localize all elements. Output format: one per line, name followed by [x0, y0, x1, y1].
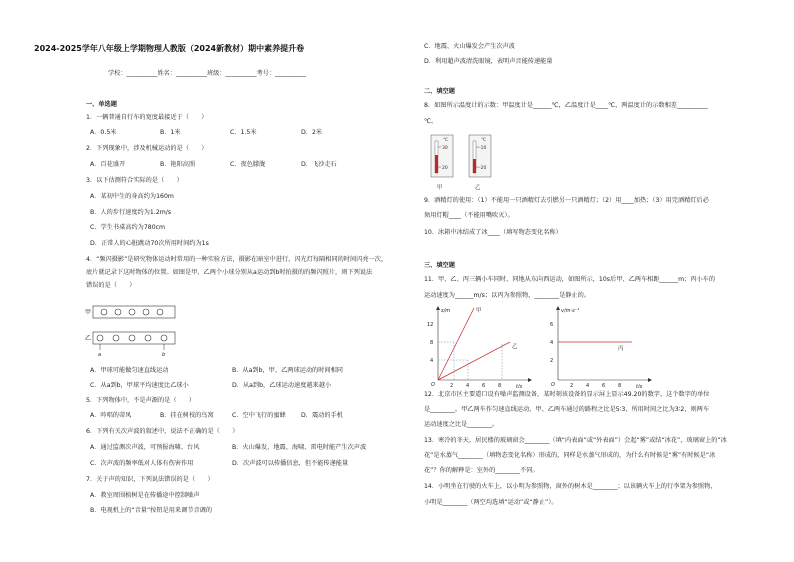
graph1-ylabel: s/m — [441, 308, 451, 314]
thermometers-figure — [429, 133, 499, 193]
graph1-xtick-4: 4 — [466, 383, 470, 388]
graph2-ytick-2: 2 — [550, 358, 554, 364]
line-jia — [438, 308, 474, 380]
q7-option-d[interactable]: D．利用超声波清洗眼镜，表明声音能传递能量 — [424, 58, 553, 65]
q1-option-d[interactable]: D．2米 — [301, 129, 323, 136]
question-1-stem: 1．一辆普通自行车的宽度最接近于（ ） — [86, 114, 208, 121]
section-heading-fill-2: 三、填空题 — [424, 262, 455, 269]
question-11-line2: 运动速度为______m/s；以丙为参照物，________是静止的。 — [424, 292, 591, 299]
therm-jia-unit: ℃ — [443, 138, 449, 143]
graph1-ytick-8: 8 — [430, 340, 434, 346]
question-12-line3: 运动速度之比是________。 — [424, 421, 499, 428]
therm-jia-label: 甲 — [437, 185, 443, 191]
q5-option-b[interactable]: B．挂在树枝的鸟窝 — [160, 412, 214, 419]
graph2-ytick-6: 6 — [550, 322, 554, 328]
q3-option-b[interactable]: B．人的步行速度约为1.2m/s — [90, 209, 172, 216]
question-10-line1: 10．冰箱中冰结成了冰____（填写物态变化名称） — [424, 229, 562, 236]
q5-option-c[interactable]: C．空中飞行的蜜蜂 — [232, 412, 286, 419]
label-jia: 甲 — [85, 309, 92, 316]
q7-option-c[interactable]: C．地震、火山爆发会产生次声波 — [424, 43, 515, 50]
graph2-xtick-2: 2 — [570, 383, 574, 388]
therm-yi-tick-bottom: -20 — [479, 166, 487, 171]
question-4-stem-line3: 错误的是（ ） — [86, 282, 136, 289]
q2-option-c[interactable]: C．夜色朦胧 — [230, 161, 266, 168]
q3-option-d[interactable]: D．正常人的心脏跳动70次所用时间约为1s — [90, 240, 209, 247]
question-9-line2: 须用灯帽____（不能用嘴吹灭）。 — [424, 212, 514, 219]
question-11-line1: 11．甲、乙、丙三辆小车同时、同地从东向西运动，如图所示，10s后甲、乙两车相距______m；丙小车的 — [424, 276, 716, 283]
question-7-stem: 7．关于声的知识，下列说法错误的是（ ） — [86, 476, 214, 483]
therm-jia-tick-bottom: 20 — [442, 166, 448, 171]
section-heading-fill-1: 二、填空题 — [424, 88, 455, 95]
q7-option-b[interactable]: B．电视机上的“音量”按钮是用来调节音调的 — [90, 507, 213, 514]
question-6-stem: 6．下列有关次声波的叙述中，说法不正确的是（ ） — [86, 428, 239, 435]
q2-option-a[interactable]: A．百花盛开 — [90, 161, 126, 168]
graph2-xtick-6: 6 — [602, 383, 606, 388]
question-5-stem: 5．下列物体中，不是声源的是（ ） — [86, 397, 196, 404]
question-4-stem-line1: 4．“频闪摄影”是研究物体运动时常用的一种实验方法，摄影在暗室中进行，闪光灯每隔相同的时间闪亮一次， — [86, 256, 388, 263]
q7-option-a[interactable]: A．教室周围植树是在传播途中控制噪声 — [90, 492, 200, 499]
label-a: a — [98, 352, 102, 358]
question-12-line1: 12．北京市区主要道口设有噪声监测设备，某时刻该设备的显示屏上显示49.20的数字，这个数字的单位 — [424, 391, 710, 398]
graph1-label-jia: 甲 — [476, 308, 482, 314]
graph2-xtick-4: 4 — [586, 383, 590, 388]
q4-option-d[interactable]: D．从a到b，乙球运动速度越来越小 — [232, 382, 332, 389]
graph2-xtick-8: 8 — [618, 383, 622, 388]
graph-v-t — [544, 304, 654, 388]
question-8-line1: 8．如图所示温度计的示数：甲温度计是______℃，乙温度计是____℃，两温度计的示数相差__________ — [424, 102, 708, 109]
question-4-stem-line2: 底片就记录下这时物体的位置。如图是甲、乙两个小球分别从a运动到b时拍摄的的频闪照片，则下列说法 — [86, 269, 373, 276]
balls-yi — [97, 335, 167, 341]
question-8-line2: ℃。 — [424, 118, 438, 125]
q1-option-b[interactable]: B．1米 — [160, 129, 181, 136]
question-14-line1: 14．小明坐在行驶的火车上，以小明为参照物，窗外的树木是________；以该辆火车上的行李架为参照物， — [424, 483, 717, 490]
therm-yi-tick-top: -10 — [479, 146, 487, 151]
therm-yi-label: 乙 — [475, 185, 481, 191]
q6-option-a[interactable]: A．通过监测次声波，可预报海啸、台风 — [90, 444, 200, 451]
question-13-line1: 13．寒冷的冬天，居民楼的玻璃窗会________（填“内表面”或“外表面”）会起“雾”或结“冰花”，玻璃窗上的“冰 — [424, 437, 727, 444]
q6-option-c[interactable]: C．次声波的频率低对人体有伤害作用 — [90, 460, 194, 467]
therm-yi-unit: ℃ — [481, 138, 487, 143]
q3-option-a[interactable]: A．某初中生的身高约为160m — [90, 193, 174, 200]
q1-option-c[interactable]: C．1.5米 — [230, 129, 257, 136]
student-info-line: 学校：__________姓名：__________班级：__________考号：__________ — [108, 70, 306, 77]
q6-option-b[interactable]: B．火山爆发、地震、海啸、雷电时能产生次声波 — [232, 444, 367, 451]
question-13-line2: 花”是水蒸气________（填物态变化名称）形成的，同样是水蒸气形成的，为什么有时候是“雾”有时候是“冰 — [424, 452, 716, 459]
q1-option-a[interactable]: A．0.5米 — [90, 129, 117, 136]
section-heading-single-choice: 一、单选题 — [86, 101, 117, 108]
q5-option-d[interactable]: D．震动的手机 — [301, 412, 343, 419]
graph1-ytick-12: 12 — [427, 322, 434, 328]
graph1-xtick-6: 6 — [482, 383, 486, 388]
graph2-ytick-4: 4 — [550, 340, 554, 346]
graph1-ytick-4: 4 — [430, 358, 434, 364]
graph-s-t — [424, 304, 534, 388]
therm-jia-tick-top: 30 — [442, 146, 448, 151]
label-b: b — [162, 352, 166, 358]
q6-option-d[interactable]: D．次声波可以传播信息，但不能传递能量 — [232, 460, 349, 467]
q4-option-c[interactable]: C．从a到b，甲球平均速度比乙球小 — [90, 382, 189, 389]
question-3-stem: 3．以下估测符合实际的是（ ） — [86, 177, 183, 184]
line-yi — [438, 342, 510, 380]
graph1-xtick-8: 8 — [498, 383, 502, 388]
question-14-line2: 小明是________（两空均选填“运动”或“静止”）。 — [424, 499, 558, 506]
graph2-xlabel: t/s — [636, 384, 643, 388]
graph2-label-bing: 丙 — [618, 346, 624, 352]
graph1-xtick-2: 2 — [450, 383, 454, 388]
balls-jia — [101, 309, 163, 315]
q4-option-a[interactable]: A．甲球可能做匀速直线运动 — [90, 367, 169, 374]
label-yi: 乙 — [85, 335, 92, 342]
graph2-ylabel: v/m·s⁻¹ — [561, 308, 580, 314]
q3-option-c[interactable]: C．学生书桌高约为780cm — [90, 224, 166, 231]
page-title: 2024-2025学年八年级上学期物理人教版（2024新教材）期中素养提升卷 — [34, 44, 305, 53]
question-2-stem: 2．下列现象中，涉及机械运动的是（ ） — [86, 145, 208, 152]
question-13-line3: 花”？你的解释是：室外的________不同。 — [424, 467, 539, 474]
strobe-photo-figure — [84, 294, 184, 358]
question-12-line2: 是________。甲乙两车作匀速直线运动，甲、乙两车通过的路程之比是5∶3，所用时间之比为3∶2，则两车 — [424, 406, 710, 413]
q2-option-d[interactable]: D．飞沙走石 — [301, 161, 337, 168]
graph1-label-yi: 乙 — [512, 344, 518, 350]
question-9-line1: 9．酒精灯的使用：（1）不能用一只酒精灯去引燃另一只酒精灯；（2）用____加热；（3）用完酒精灯后必 — [424, 197, 709, 204]
q5-option-a[interactable]: A．吟唱的蒂凤 — [90, 412, 132, 419]
q4-option-b[interactable]: B．从a到b，甲、乙两球运动的时间相同 — [232, 367, 343, 374]
graph2-origin: O — [551, 382, 555, 388]
graph1-origin: O — [431, 382, 435, 388]
graph1-xlabel: t/s — [516, 384, 523, 388]
q2-option-b[interactable]: B．艳阳高照 — [160, 161, 196, 168]
